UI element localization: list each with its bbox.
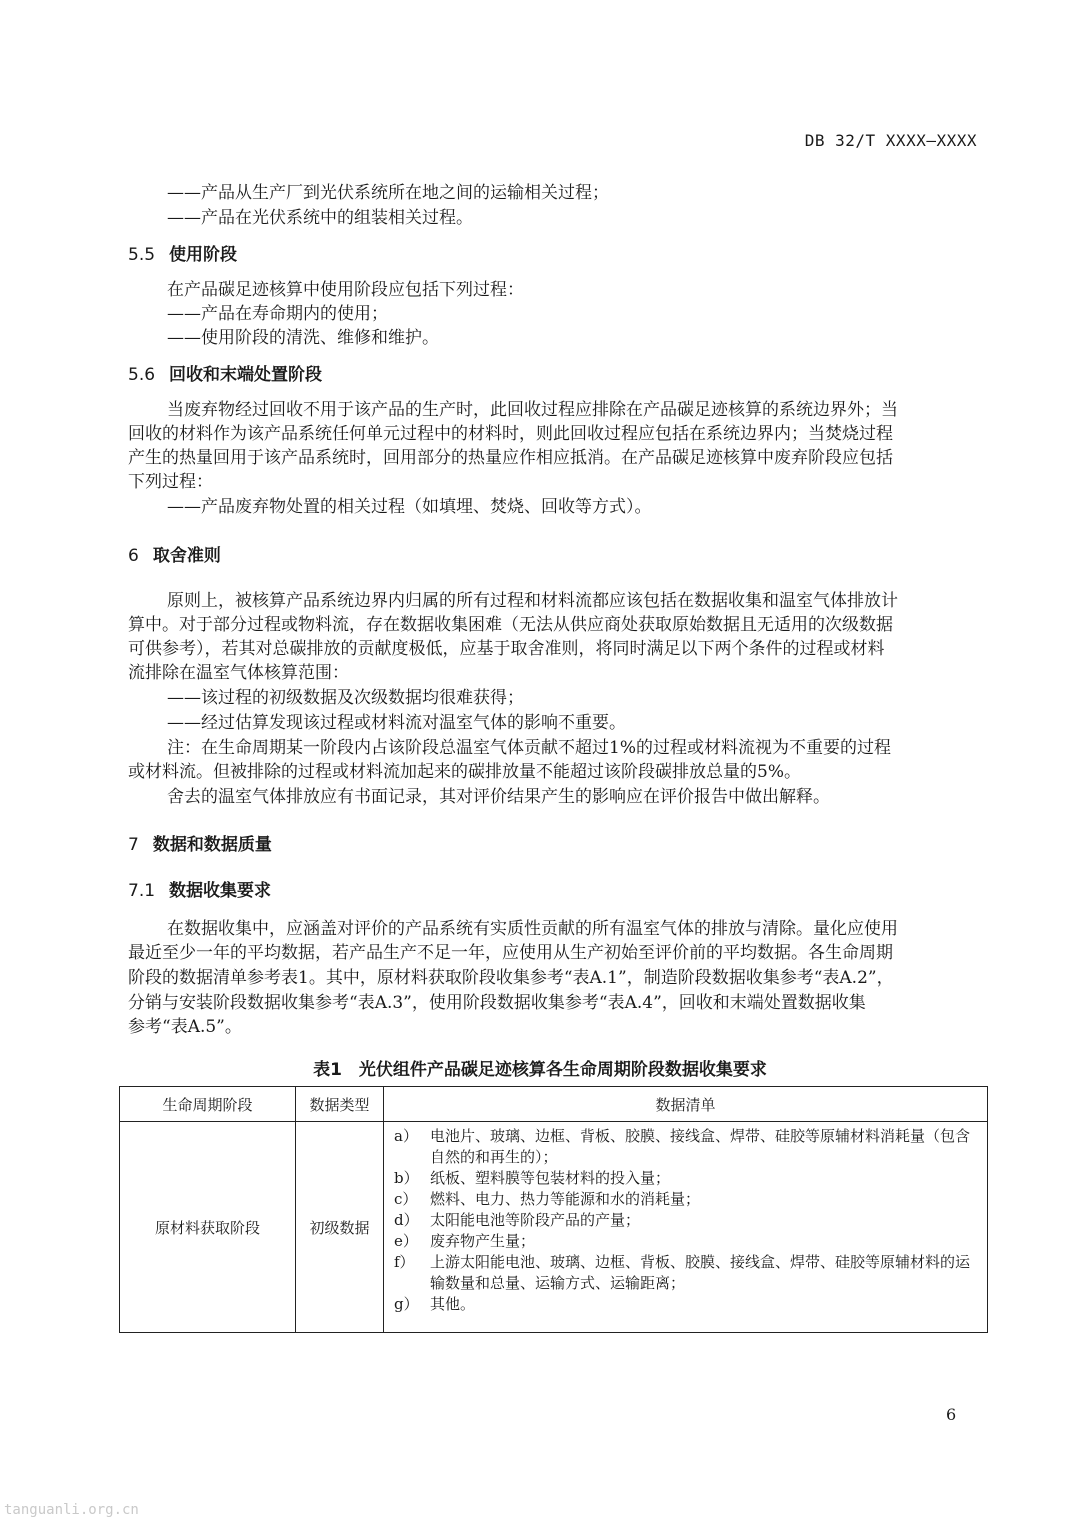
item-text: 其他。 [430, 1295, 476, 1313]
item-marker: f） [394, 1253, 415, 1271]
list-item [394, 1294, 981, 1315]
cell-stage: 原材料获取阶段 [120, 1122, 296, 1333]
watermark: tanguanli.org.cn [4, 1502, 139, 1518]
list-item [394, 1210, 981, 1231]
table-row [120, 1122, 988, 1333]
section-heading-5-5 [128, 240, 237, 265]
body-line: 最近至少一年的平均数据，若产品生产不足一年，应使用从生产初始至评价前的平均数据。各生命周期 [128, 943, 893, 963]
body-line: ——使用阶段的清洗、维修和维护。 [167, 328, 439, 348]
item-text: 太阳能电池等阶段产品的产量； [430, 1211, 641, 1229]
column-header-stage: 生命周期阶段 [120, 1087, 296, 1122]
section-title: 数据和数据质量 [152, 835, 272, 855]
body-line: 产生的热量回用于该产品系统时，回用部分的热量应作相应抵消。在产品碳足迹核算中废弃阶段应包括 [128, 448, 893, 468]
body-line: 在数据收集中，应涵盖对评价的产品系统有实质性贡献的所有温室气体的排放与清除。量化应使用 [167, 919, 898, 939]
list-item [394, 1126, 981, 1168]
document-code: DB 32/T XXXX—XXXX [804, 131, 977, 150]
section-heading-7 [128, 830, 272, 855]
section-title: 取舍准则 [152, 546, 221, 566]
page-number: 6 [946, 1405, 957, 1424]
section-number: 6 [128, 546, 139, 566]
body-line: 可供参考），若其对总碳排放的贡献度极低，应基于取舍准则，将同时满足以下两个条件的过程或材料 [128, 639, 885, 659]
body-line: ——产品在寿命期内的使用； [167, 304, 388, 324]
body-line: 阶段的数据清单参考表1。其中，原材料获取阶段收集参考“表A.1”，制造阶段数据收集参考“表A.2”， [128, 968, 894, 988]
body-line: 流排除在温室气体核算范围： [128, 663, 349, 683]
body-line: ——产品废弃物处置的相关过程（如填埋、焚烧、回收等方式）。 [167, 497, 652, 517]
column-header-list: 数据清单 [384, 1087, 988, 1122]
body-line: ——该过程的初级数据及次级数据均很难获得； [167, 688, 524, 708]
item-text: 废弃物产生量； [430, 1232, 536, 1250]
section-number: 7.1 [128, 881, 156, 901]
item-marker: a） [394, 1127, 418, 1145]
body-line: 回收的材料作为该产品系统任何单元过程中的材料时，则此回收过程应包括在系统边界内；当焚烧过程 [128, 424, 893, 444]
body-line: 原则上，被核算产品系统边界内归属的所有过程和材料流都应该包括在数据收集和温室气体排放计 [167, 591, 898, 611]
list-item [394, 1189, 981, 1210]
body-line: 算中。对于部分过程或物料流，存在数据收集困难（无法从供应商处获取原始数据且无适用的次级数据 [128, 615, 893, 635]
section-number: 7 [128, 835, 139, 855]
body-line: ——产品在光伏系统中的组装相关过程。 [167, 208, 473, 228]
item-text: 上游太阳能电池、玻璃、边框、背板、胶膜、接线盒、焊带、硅胶等原辅材料的运输数量和总量、运输方式、运输距离； [430, 1253, 971, 1292]
table-header-row [120, 1087, 988, 1122]
table-caption: 表1 光伏组件产品碳足迹核算各生命周期阶段数据收集要求 [313, 1060, 767, 1080]
section-heading-7-1 [128, 876, 271, 901]
item-marker: b） [394, 1169, 419, 1187]
item-marker: d） [394, 1211, 419, 1229]
section-number: 5.6 [128, 365, 156, 385]
note-line: 或材料流。但被排除的过程或材料流加起来的碳排放量不能超过该阶段碳排放总量的5%。 [128, 762, 801, 782]
section-heading-6 [128, 541, 221, 566]
section-heading-5-6 [128, 360, 322, 385]
body-line: 当废弃物经过回收不用于该产品的生产时，此回收过程应排除在产品碳足迹核算的系统边界外；当 [167, 400, 898, 420]
body-line: 在产品碳足迹核算中使用阶段应包括下列过程： [167, 280, 524, 300]
list-item [394, 1252, 981, 1294]
body-line: ——产品从生产厂到光伏系统所在地之间的运输相关过程； [167, 183, 609, 203]
list-item [394, 1168, 981, 1189]
body-line: 参考“表A.5”。 [128, 1017, 242, 1037]
item-marker: c） [394, 1190, 418, 1208]
note-line: 注：在生命周期某一阶段内占该阶段总温室气体贡献不超过1%的过程或材料流视为不重要的过程 [167, 738, 891, 758]
item-text: 电池片、玻璃、边框、背板、胶膜、接线盒、焊带、硅胶等原辅材料消耗量（包含自然的和再生的）； [430, 1127, 971, 1166]
column-header-type: 数据类型 [296, 1087, 384, 1122]
body-line: ——经过估算发现该过程或材料流对温室气体的影响不重要。 [167, 713, 626, 733]
item-text: 燃料、电力、热力等能源和水的消耗量； [430, 1190, 701, 1208]
section-title: 数据收集要求 [169, 881, 272, 901]
section-title: 回收和末端处置阶段 [169, 365, 323, 385]
body-line: 下列过程： [128, 472, 213, 492]
body-line: 舍去的温室气体排放应有书面记录，其对评价结果产生的影响应在评价报告中做出解释。 [167, 787, 830, 807]
cell-type: 初级数据 [296, 1122, 384, 1333]
section-title: 使用阶段 [169, 245, 238, 265]
item-marker: g） [394, 1295, 419, 1313]
list-item [394, 1231, 981, 1252]
body-line: 分销与安装阶段数据收集参考“表A.3”，使用阶段数据收集参考“表A.4”，回收和末端处置数据收集 [128, 993, 866, 1013]
cell-items [384, 1122, 988, 1333]
section-number: 5.5 [128, 245, 156, 265]
item-text: 纸板、塑料膜等包装材料的投入量； [430, 1169, 671, 1187]
data-collection-table [119, 1086, 988, 1333]
item-marker: e） [394, 1232, 418, 1250]
